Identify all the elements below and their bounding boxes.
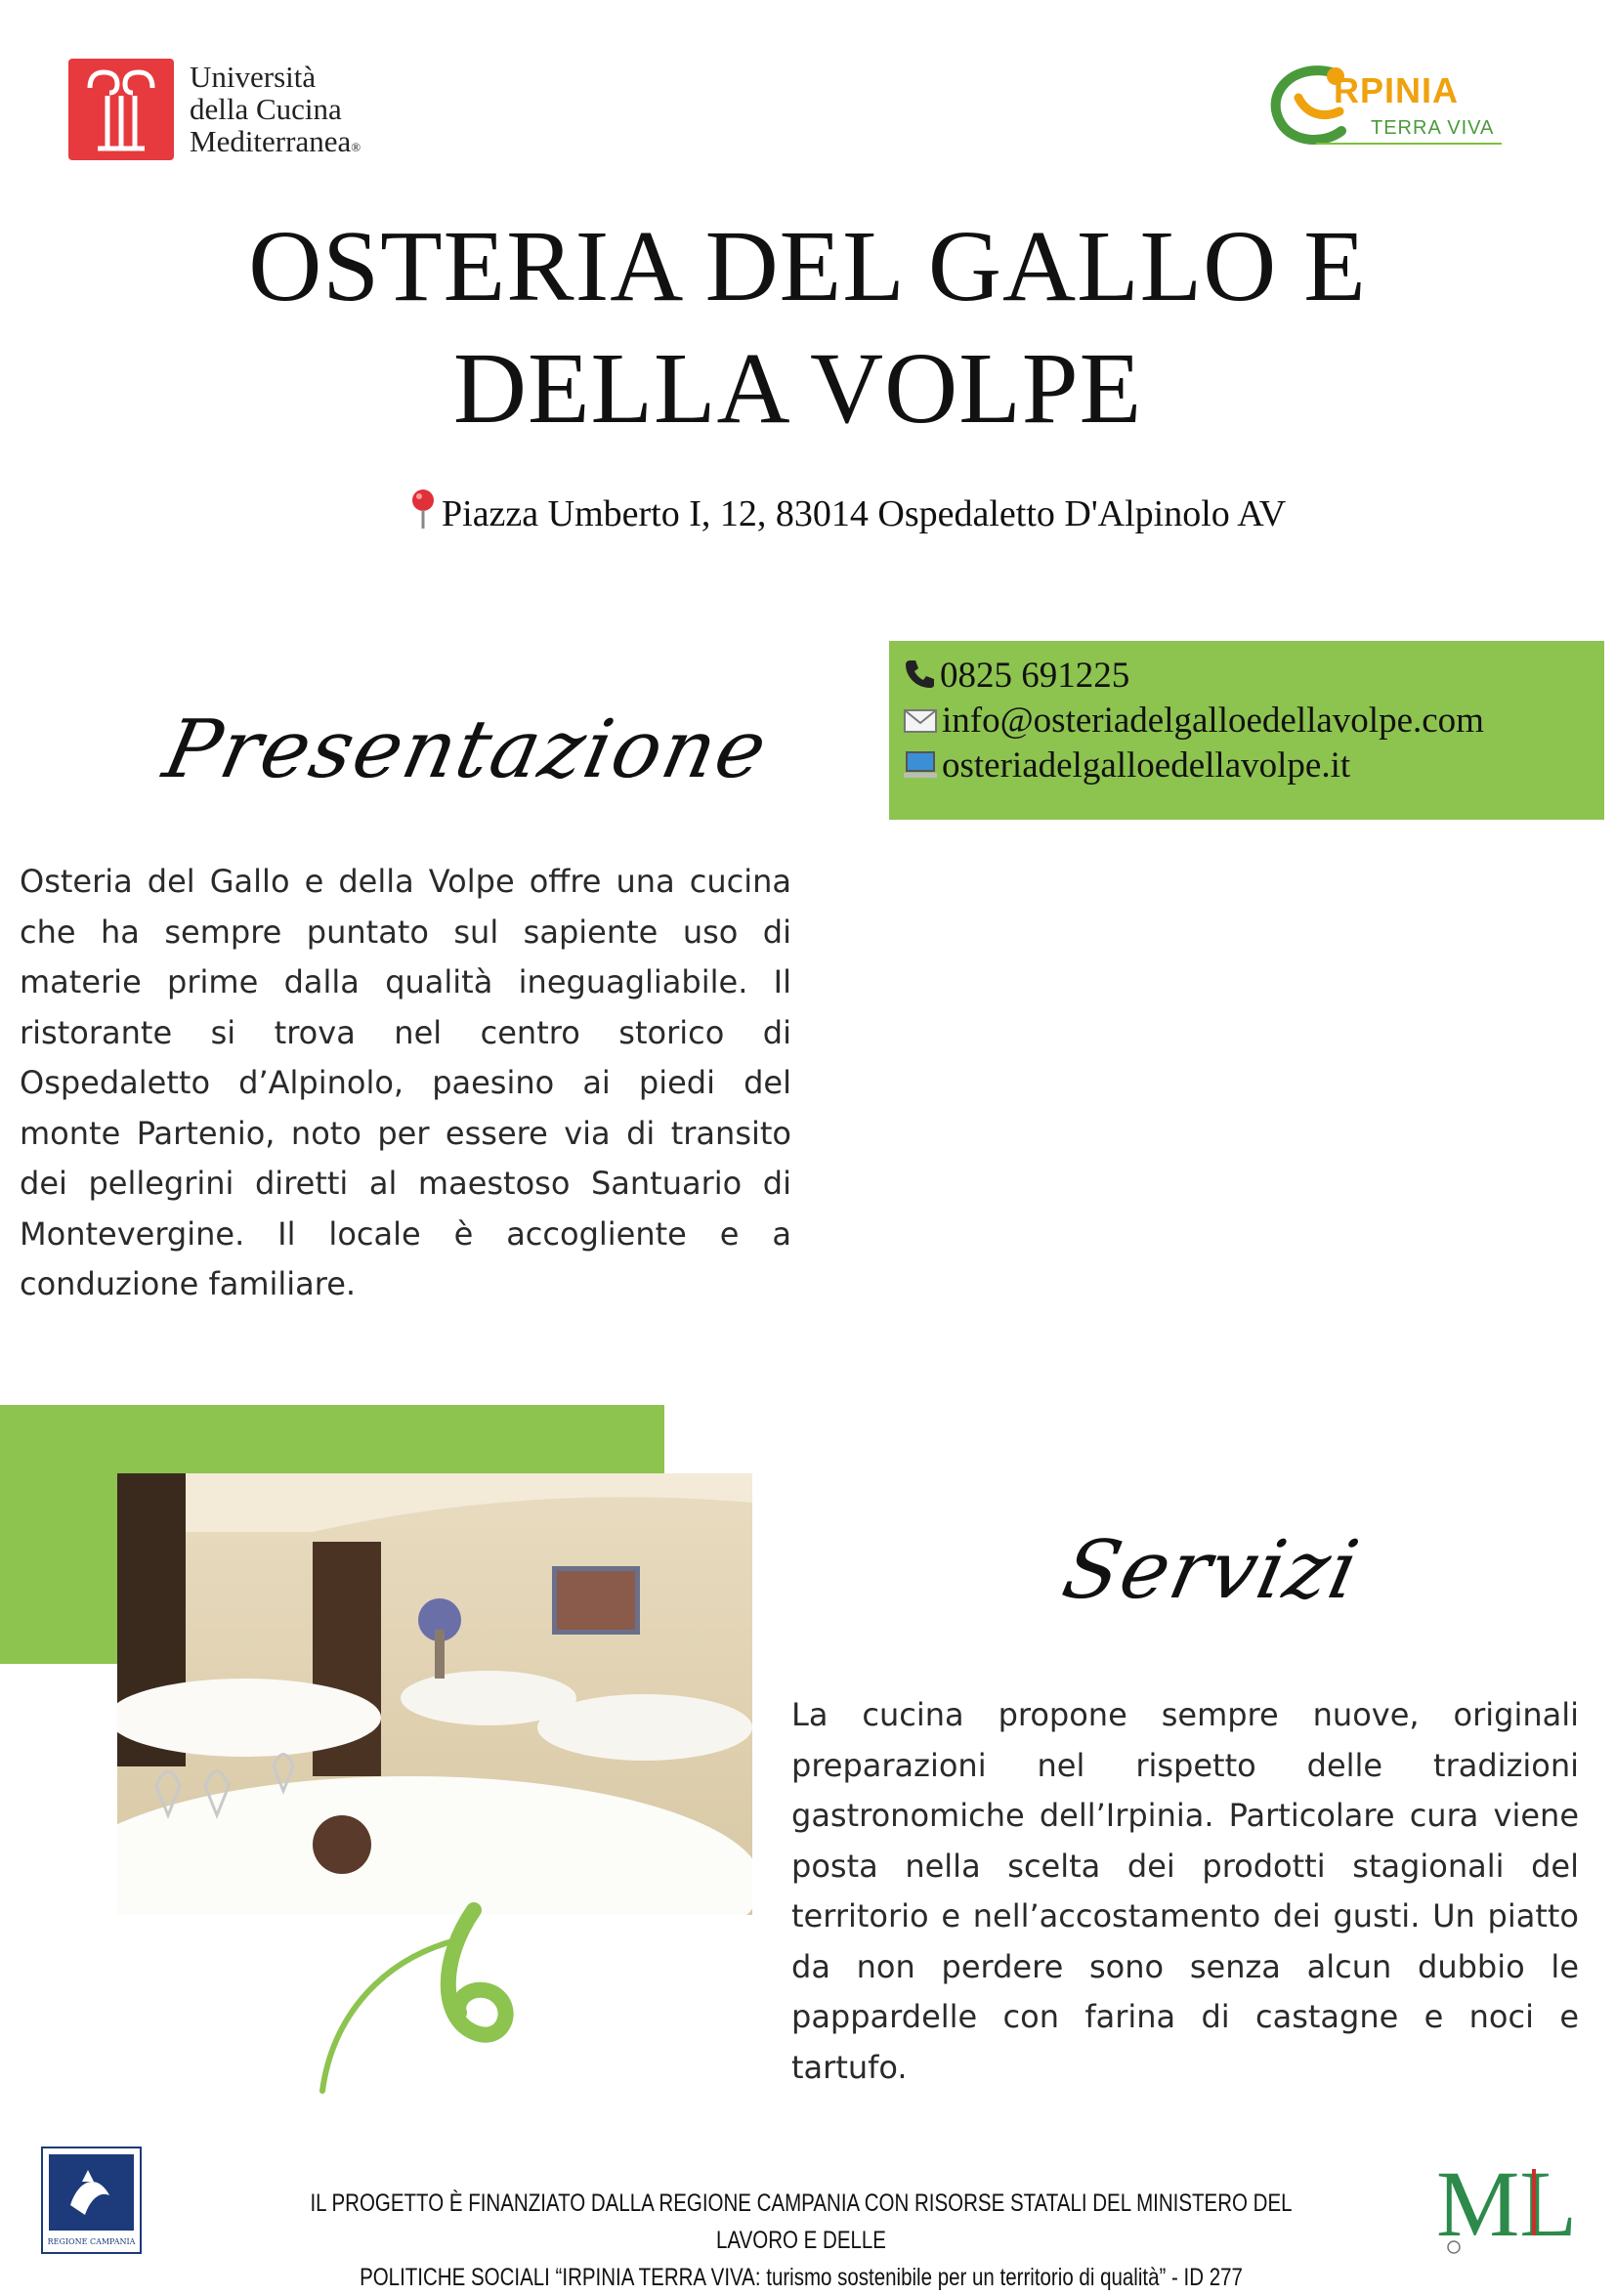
footer-line-1: IL PROGETTO È FINANZIATO DALLA REGIONE CAMPANIA CON RISORSE STATALI DEL MINISTERO DEL LAVORO E DELLE <box>310 2190 1293 2254</box>
unicucina-line-1: Università <box>190 60 317 94</box>
green-accent-side <box>0 1405 117 1664</box>
servizi-paragraph: La cucina propone sempre nuove, originali preparazioni nel rispetto delle tradizioni gastronomiche dell’Irpinia. Particolare cura viene posta nella scelta dei prodotti stagionali del territorio e nell’accostamento dei gusti. Un piatto da non perdere sono senza alcun dubbio le pappardelle con farina di castagne e noci e tartufo. <box>791 1696 1579 2086</box>
website-link[interactable]: osteriadelgalloedellavolpe.it <box>942 745 1351 786</box>
unicucina-wordmark <box>190 61 361 163</box>
unicucina-logo <box>68 57 391 164</box>
presentazione-paragraph: Osteria del Gallo e della Volpe offre una cucina che ha sempre puntato sul sapiente uso di materie prime dalla qualità ineguagliabile. Il ristorante si trova nel centro storico di Ospedaletto d’Alpinolo, paesino ai piedi del monte Partenio, noto per essere via di transito dei pellegrini diretti al maestoso Santuario di Montevergine. Il locale è accogliente e a conduzione familiare. <box>20 863 791 1302</box>
irpinia-logo <box>1255 49 1519 156</box>
registered-mark: ® <box>351 140 361 154</box>
ministero-lavoro-logo <box>1436 2149 1573 2257</box>
servizi-heading: Servizi <box>1054 1524 1368 1617</box>
contact-email <box>903 700 1484 742</box>
green-swirl-decoration <box>293 1900 547 2096</box>
contact-phone <box>903 655 1129 697</box>
email-icon <box>903 706 938 736</box>
phone-icon <box>903 658 936 691</box>
unicucina-line-2: della Cucina <box>190 92 342 126</box>
presentazione-heading: Presentazione <box>155 703 777 796</box>
address-text: Piazza Umberto I, 12, 83014 Ospedaletto D'Alpinolo AV <box>442 493 1287 534</box>
address-line <box>410 489 1286 535</box>
campania-logo-label: REGIONE CAMPANIA <box>47 2237 136 2246</box>
restaurant-photo <box>117 1473 752 1915</box>
footer-line-2: POLITICHE SOCIALI “IRPINIA TERRA VIVA: turismo sostenibile per un territorio di qualità” - ID 277 <box>360 2264 1243 2291</box>
footer-funding-note <box>305 2185 1298 2296</box>
unicucina-line-3: Mediterranea <box>190 124 352 158</box>
irpinia-subtitle: TERRA VIVA <box>1371 117 1495 139</box>
unicucina-column-icon <box>68 59 174 160</box>
contact-website <box>903 744 1350 787</box>
location-pin-icon <box>410 489 436 530</box>
ml-logo-text: ML <box>1436 2151 1573 2256</box>
regione-campania-logo <box>41 2147 142 2254</box>
irpinia-name: RPINIA <box>1334 70 1460 110</box>
page-title <box>0 205 1615 449</box>
phone-number[interactable]: 0825 691225 <box>940 656 1130 696</box>
title-line-2: DELLA VOLPE <box>452 332 1143 445</box>
title-line-1: OSTERIA DEL GALLO E <box>248 210 1367 322</box>
computer-icon <box>903 749 938 781</box>
contact-box <box>889 641 1604 820</box>
email-address[interactable]: info@osteriadelgalloedellavolpe.com <box>942 701 1484 741</box>
irpinia-underline <box>1316 143 1502 145</box>
